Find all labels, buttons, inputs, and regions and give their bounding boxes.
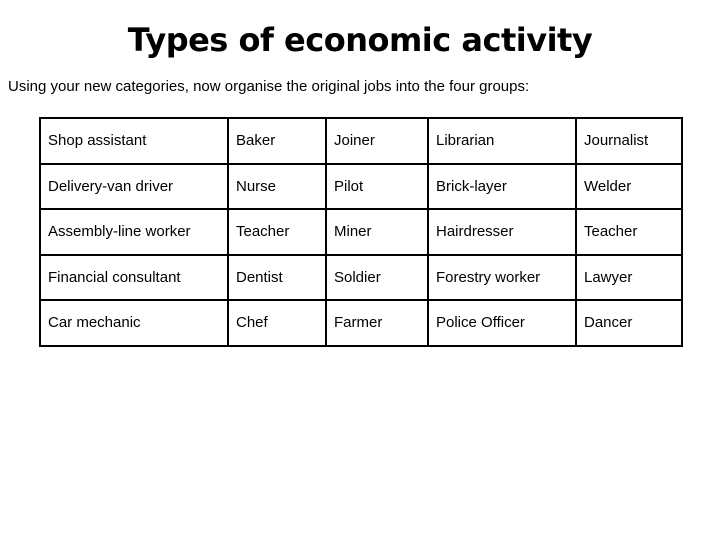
table-cell: Baker [228, 118, 326, 164]
table-row [40, 118, 682, 164]
table-cell: Pilot [326, 164, 428, 210]
table-cell: Police Officer [428, 300, 576, 346]
table-cell: Delivery-van driver [40, 164, 228, 210]
table-cell: Miner [326, 209, 428, 255]
table-cell: Brick-layer [428, 164, 576, 210]
table-cell: Soldier [326, 255, 428, 301]
page-title: Types of economic activity [127, 21, 593, 59]
table-cell: Forestry worker [428, 255, 576, 301]
table-cell: Farmer [326, 300, 428, 346]
table-cell: Joiner [326, 118, 428, 164]
table-cell: Dentist [228, 255, 326, 301]
table-cell: Car mechanic [40, 300, 228, 346]
table-cell: Lawyer [576, 255, 682, 301]
table-cell: Shop assistant [40, 118, 228, 164]
table-cell: Teacher [228, 209, 326, 255]
table-cell: Nurse [228, 164, 326, 210]
table-cell: Dancer [576, 300, 682, 346]
table-row [40, 209, 682, 255]
table-cell: Financial consultant [40, 255, 228, 301]
instruction-text: Using your new categories, now organise the original jobs into the four groups: [8, 78, 530, 95]
table-cell: Welder [576, 164, 682, 210]
jobs-table [39, 117, 683, 347]
table-row [40, 164, 682, 210]
table-cell: Assembly-line worker [40, 209, 228, 255]
table-row [40, 300, 682, 346]
table-cell: Librarian [428, 118, 576, 164]
table-row [40, 255, 682, 301]
table-cell: Journalist [576, 118, 682, 164]
table-cell: Hairdresser [428, 209, 576, 255]
table-cell: Teacher [576, 209, 682, 255]
table-cell: Chef [228, 300, 326, 346]
